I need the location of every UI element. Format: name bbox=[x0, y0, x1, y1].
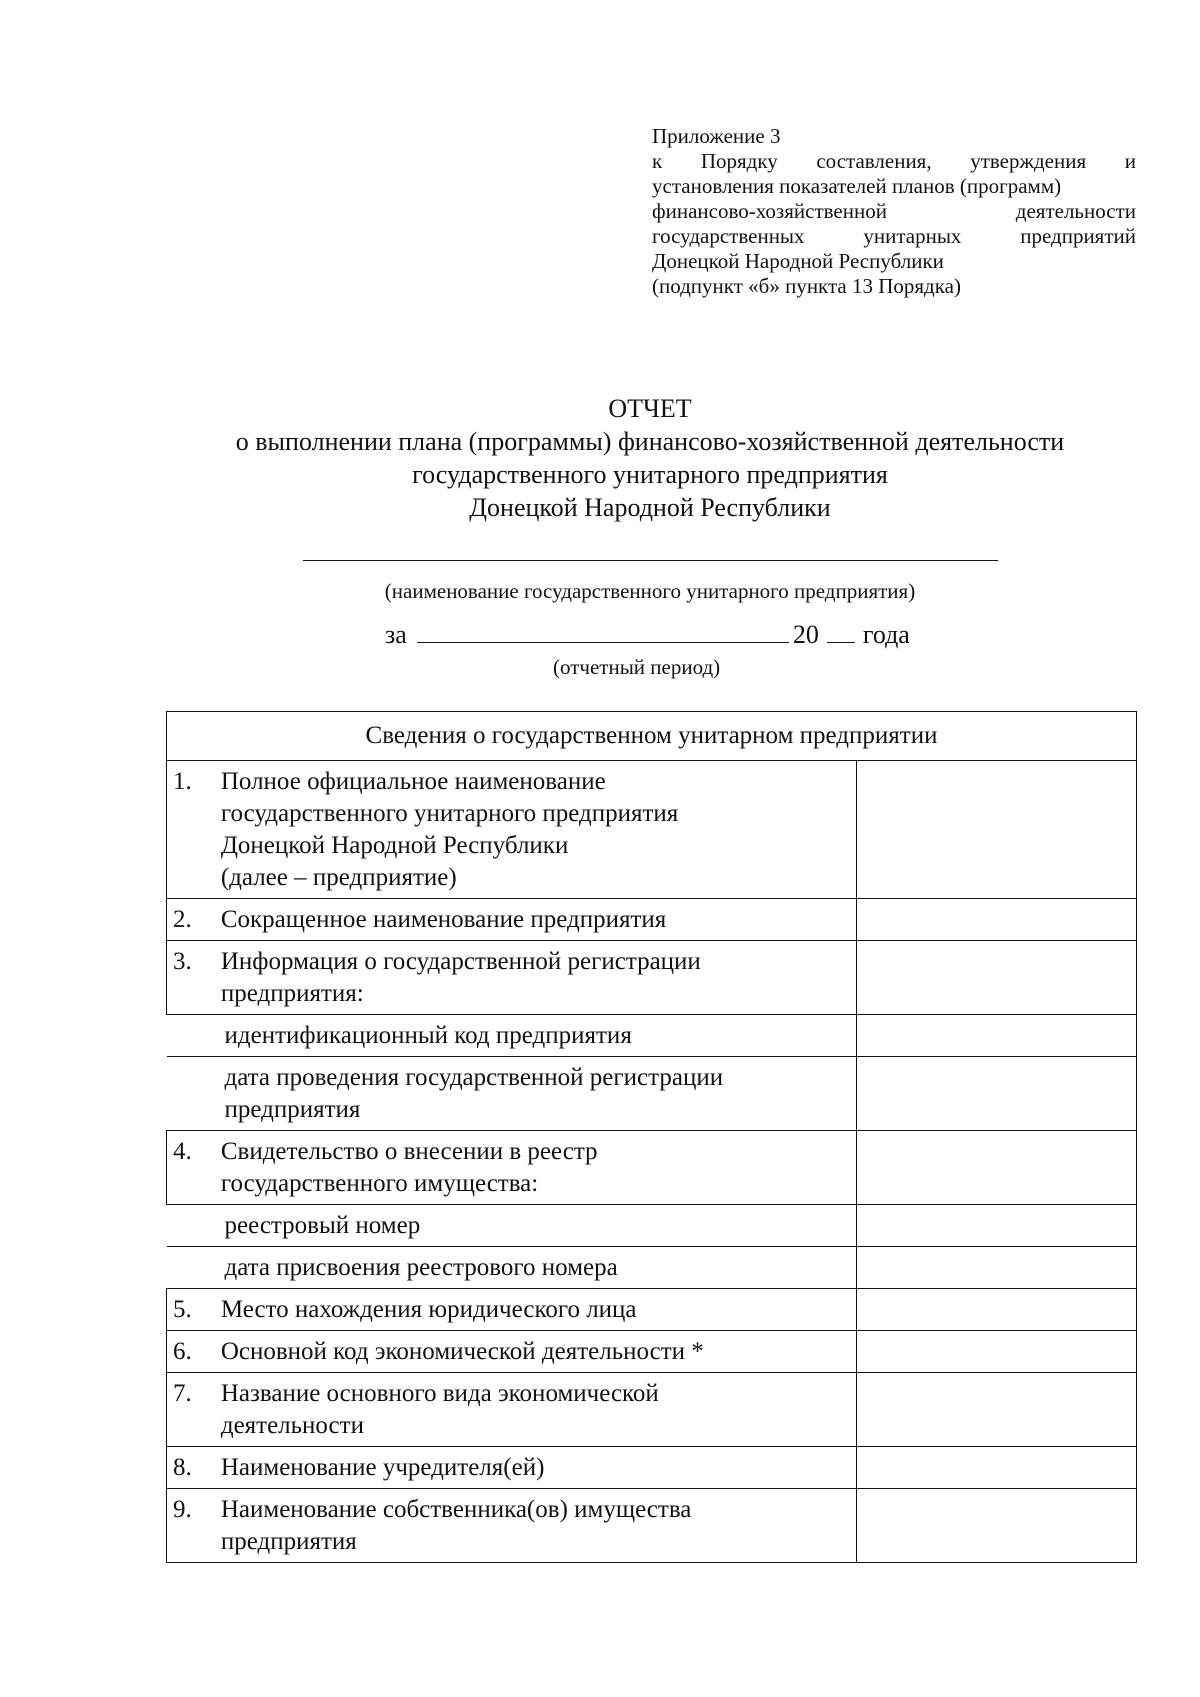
period-caption: (отчетный период) bbox=[553, 655, 721, 679]
table-header: Сведения о государственном унитарном предприятии bbox=[167, 712, 1137, 761]
enterprise-name-blank-line[interactable] bbox=[303, 560, 998, 561]
row-number: 6. bbox=[167, 1331, 217, 1373]
row-label bbox=[217, 899, 857, 941]
row-label-line: Информация о государственной регистрации bbox=[220, 948, 701, 975]
row-label-line: государственного имущества: bbox=[220, 1170, 539, 1197]
row-label bbox=[167, 1015, 857, 1057]
row-label-line: Полное официальное наименование bbox=[220, 768, 606, 795]
appendix-line: государственных унитарных предприятий bbox=[652, 224, 1136, 248]
year-suffix: года bbox=[862, 620, 910, 649]
row-label-line: дата присвоения реестрового номера bbox=[224, 1254, 618, 1281]
appendix-block bbox=[652, 124, 1136, 299]
row-number: 8. bbox=[167, 1447, 217, 1489]
row-value-field[interactable] bbox=[857, 1489, 1137, 1563]
row-label-line: идентификационный код предприятия bbox=[224, 1022, 632, 1049]
table-row bbox=[167, 1489, 1137, 1563]
appendix-line: к Порядку составления, утверждения и bbox=[652, 149, 1136, 173]
row-label bbox=[217, 1331, 857, 1373]
table-row bbox=[167, 1015, 1137, 1057]
row-value-field[interactable] bbox=[857, 1205, 1137, 1247]
row-label bbox=[217, 761, 857, 899]
row-value-field[interactable] bbox=[857, 1289, 1137, 1331]
row-number: 5. bbox=[167, 1289, 217, 1331]
row-number: 9. bbox=[167, 1489, 217, 1563]
row-label-line: предприятия bbox=[220, 1528, 357, 1555]
year-blank-field[interactable] bbox=[827, 618, 855, 643]
row-number: 7. bbox=[167, 1373, 217, 1447]
report-heading: ОТЧЕТ bbox=[608, 394, 692, 423]
appendix-line: (подпункт «б» пункта 13 Порядка) bbox=[652, 274, 961, 298]
row-label bbox=[167, 1247, 857, 1289]
appendix-line: финансово-хозяйственной деятельности bbox=[652, 199, 1136, 223]
row-value-field[interactable] bbox=[857, 899, 1137, 941]
report-subtitle-line: Донецкой Народной Республики bbox=[469, 493, 831, 522]
report-subtitle-line: о выполнении плана (программы) финансово-хозяйственной деятельности bbox=[235, 427, 1065, 456]
row-label-line: Сокращенное наименование предприятия bbox=[220, 906, 667, 933]
row-number: 1. bbox=[167, 761, 217, 899]
row-label-line: государственного унитарного предприятия bbox=[220, 800, 679, 827]
row-label bbox=[217, 1289, 857, 1331]
period-row bbox=[385, 618, 910, 651]
row-value-field[interactable] bbox=[857, 1331, 1137, 1373]
table-row bbox=[167, 1131, 1137, 1205]
table-row bbox=[167, 1447, 1137, 1489]
table-row bbox=[167, 899, 1137, 941]
row-label bbox=[217, 1131, 857, 1205]
period-blank-field[interactable] bbox=[417, 618, 789, 643]
row-label-line: Наименование собственника(ов) имущества bbox=[220, 1496, 692, 1523]
table-row bbox=[167, 1247, 1137, 1289]
table-row bbox=[167, 941, 1137, 1015]
row-value-field[interactable] bbox=[857, 1373, 1137, 1447]
row-label bbox=[167, 1205, 857, 1247]
row-label-line: Название основного вида экономической bbox=[220, 1380, 659, 1407]
row-value-field[interactable] bbox=[857, 1015, 1137, 1057]
row-label bbox=[217, 1489, 857, 1563]
table-row bbox=[167, 1331, 1137, 1373]
row-label-line: Донецкой Народной Республики bbox=[220, 832, 569, 859]
row-number: 2. bbox=[167, 899, 217, 941]
row-number: 3. bbox=[167, 941, 217, 1015]
row-value-field[interactable] bbox=[857, 1057, 1137, 1131]
report-title-block bbox=[150, 392, 1150, 524]
row-value-field[interactable] bbox=[857, 1131, 1137, 1205]
period-prefix: за bbox=[385, 620, 407, 649]
table-row bbox=[167, 1373, 1137, 1447]
table-row bbox=[167, 1057, 1137, 1131]
row-label-line: Свидетельство о внесении в реестр bbox=[220, 1138, 598, 1165]
table-header-row bbox=[167, 712, 1137, 761]
row-label-line: дата проведения государственной регистрации bbox=[224, 1064, 724, 1091]
table-row bbox=[167, 1205, 1137, 1247]
row-label-line: Место нахождения юридического лица bbox=[220, 1296, 637, 1323]
year-prefix: 20 bbox=[792, 620, 819, 649]
row-value-field[interactable] bbox=[857, 1247, 1137, 1289]
appendix-line: установления показателей планов (программ) bbox=[652, 174, 1062, 198]
appendix-title: Приложение 3 bbox=[652, 124, 781, 148]
row-label-line: предприятия: bbox=[220, 980, 364, 1007]
row-number: 4. bbox=[167, 1131, 217, 1205]
row-label-line: Основной код экономической деятельности * bbox=[220, 1338, 704, 1365]
row-label-line: Наименование учредителя(ей) bbox=[220, 1454, 545, 1481]
row-label bbox=[167, 1057, 857, 1131]
row-label-line: деятельности bbox=[220, 1412, 364, 1439]
row-label bbox=[217, 1447, 857, 1489]
enterprise-info-table bbox=[166, 711, 1137, 1563]
row-value-field[interactable] bbox=[857, 1447, 1137, 1489]
row-label-line: реестровый номер bbox=[224, 1212, 421, 1239]
row-label bbox=[217, 941, 857, 1015]
row-label bbox=[217, 1373, 857, 1447]
report-subtitle-line: государственного унитарного предприятия bbox=[412, 460, 888, 489]
row-label-line: предприятия bbox=[224, 1096, 361, 1123]
appendix-line: Донецкой Народной Республики bbox=[652, 249, 944, 273]
table-row bbox=[167, 1289, 1137, 1331]
table-row bbox=[167, 761, 1137, 899]
enterprise-name-caption: (наименование государственного унитарного предприятия) bbox=[384, 579, 916, 603]
row-value-field[interactable] bbox=[857, 761, 1137, 899]
row-label-line: (далее – предприятие) bbox=[220, 864, 457, 891]
row-value-field[interactable] bbox=[857, 941, 1137, 1015]
